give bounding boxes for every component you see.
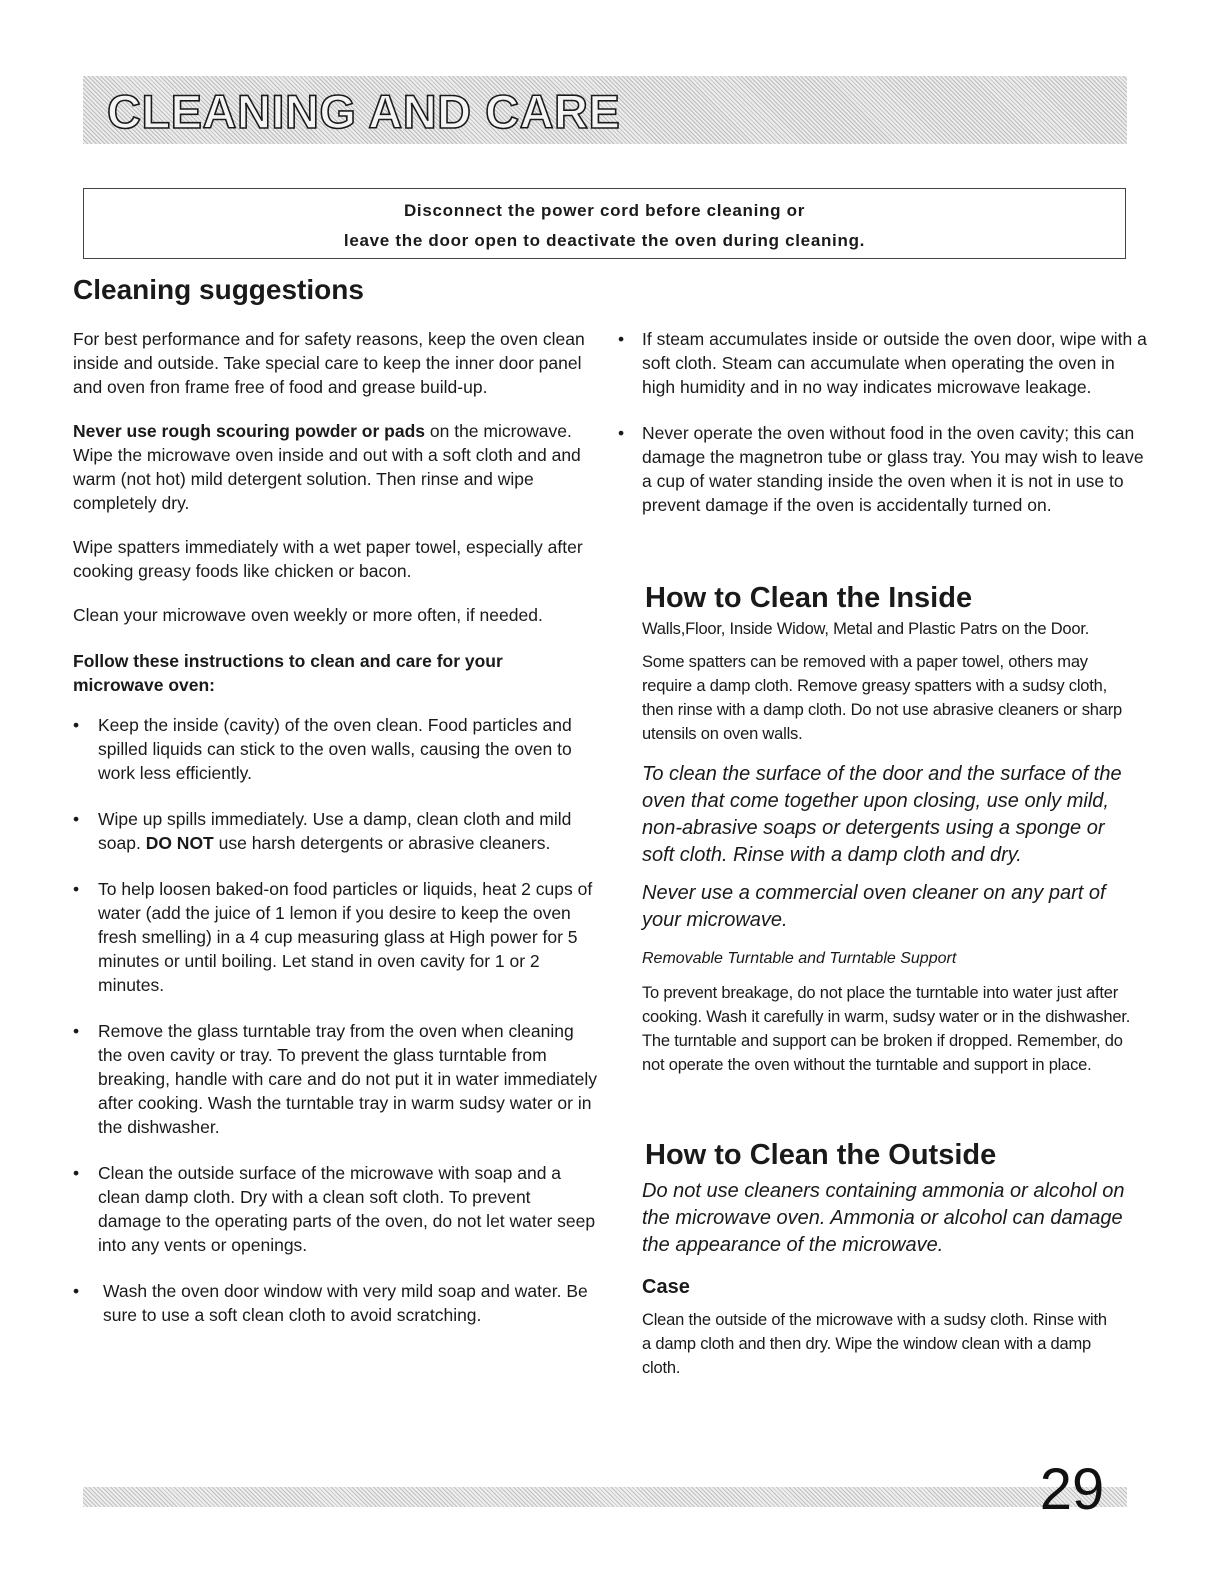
page-number: 29 (1039, 1457, 1105, 1522)
list-item (73, 877, 598, 997)
list-item-text: Clean the outside surface of the microwave with soap and a clean damp cloth. Dry with a clean soft cloth. To prevent damage to the operating parts of the oven, do not let water seep into any vents or openings. (98, 1163, 596, 1255)
weekly-paragraph: Clean your microwave oven weekly or more often, if needed. (73, 605, 543, 625)
bullet-icon: • (73, 879, 80, 899)
bullet-icon: • (73, 809, 80, 829)
turntable-subhead: Removable Turntable and Turntable Support (642, 950, 957, 967)
header-banner (83, 76, 1127, 144)
bullet-icon: • (73, 1163, 80, 1183)
list-item (73, 1161, 598, 1257)
list-item (618, 421, 1148, 517)
warning-line-2: leave the door open to deactivate the oven during cleaning. (343, 231, 866, 250)
never-use-bold: Never use rough scouring powder or pads (73, 421, 426, 441)
right-column-bullets (618, 327, 1148, 517)
turntable-paragraph: To prevent breakage, do not place the turntable into water just after cooking. Wash it carefully in warm, sudsy water or in the dishwasher. The turntable and support can be broken if dropped. Remember, do not operate the oven without the turntable and support in place. (642, 984, 1131, 1074)
list-item-text: Keep the inside (cavity) of the oven clean. Food particles and spilled liquids can stick to the oven walls, causing the oven to work less efficiently. (98, 715, 572, 783)
list-item (73, 1019, 598, 1139)
case-paragraph: Clean the outside of the microwave with a sudsy cloth. Rinse with a damp cloth and then dry. Wipe the window clean with a damp cloth. (642, 1311, 1107, 1377)
left-bullet-list (73, 713, 598, 1327)
footer-bar (83, 1487, 1127, 1507)
list-item (73, 1279, 598, 1327)
inside-subtitle: Walls,Floor, Inside Widow, Metal and Plastic Patrs on the Door. (642, 620, 1090, 638)
follow-instructions-subhead: Follow these instructions to clean and care for your microwave oven: (73, 651, 503, 695)
inside-content (642, 617, 1142, 1077)
list-item-text: Wipe up spills immediately. Use a damp, clean cloth and mild soap. (98, 809, 572, 853)
warning-box (83, 188, 1126, 259)
outside-heading: How to Clean the Outside (645, 1139, 997, 1171)
page-title: CLEANING AND CARE (107, 85, 621, 138)
warning-line-1: Disconnect the power cord before cleaning or (403, 201, 806, 220)
ammonia-warning: Do not use cleaners containing ammonia or alcohol on the microwave oven. Ammonia or alcohol can damage the appearance of the microwave. (642, 1180, 1125, 1256)
never-use-paragraph (73, 419, 598, 515)
list-item-text: Never operate the oven without food in the oven cavity; this can damage the magnetron tube or glass tray. You may wish to leave a cup of water standing inside the oven when it is not in use to prevent damage if the oven is accidentally turned on. (642, 423, 1144, 515)
list-item-text: use harsh detergents or abrasive cleaners. (213, 833, 551, 853)
never-use-text: on the microwave. Wipe the microwave oven inside and out with a soft cloth and and warm (not hot) mild detergent solution. Then rinse and wipe completely dry. (73, 421, 581, 513)
bullet-icon: • (618, 329, 625, 349)
case-subhead: Case (642, 1276, 690, 1298)
right-bullet-list (618, 327, 1148, 517)
left-column (73, 327, 598, 1327)
bullet-icon: • (73, 715, 80, 735)
list-item-text: To help loosen baked-on food particles or liquids, heat 2 cups of water (add the juice of 1 lemon if you desire to keep the oven fresh smelling) in a 4 cup measuring glass at High power for 5 minutes or until boiling. Let stand in oven cavity for 1 or 2 minutes. (98, 879, 593, 995)
spatters-paragraph: Wipe spatters immediately with a wet paper towel, especially after cooking greasy foods like chicken or bacon. (73, 537, 583, 581)
inside-heading: How to Clean the Inside (645, 582, 973, 614)
bullet-icon: • (618, 423, 625, 443)
list-item (73, 713, 598, 785)
list-item-text: If steam accumulates inside or outside the oven door, wipe with a soft cloth. Steam can accumulate when operating the oven in high humidity and in no way indicates microwave leakage. (642, 329, 1147, 397)
list-item-text: Wash the oven door window with very mild soap and water. Be sure to use a soft clean cloth to avoid scratching. (103, 1281, 588, 1325)
door-surface-note: To clean the surface of the door and the surface of the oven that come together upon closing, use only mild, non-abrasive soaps or detergents using a sponge or soft cloth. Rinse with a damp cloth and dry. (642, 763, 1122, 866)
cleaning-suggestions-heading: Cleaning suggestions (73, 274, 364, 305)
commercial-cleaner-note: Never use a commercial oven cleaner on any part of your microwave. (642, 882, 1106, 931)
bullet-icon: • (73, 1281, 80, 1301)
outside-content (642, 1178, 1142, 1380)
intro-paragraph: For best performance and for safety reasons, keep the oven clean inside and outside. Take special care to keep the inner door panel and oven fron frame free of food and grease build-up. (73, 329, 585, 397)
bullet-icon: • (73, 1021, 80, 1041)
list-item (73, 807, 598, 855)
do-not-bold: DO NOT (145, 833, 214, 853)
list-item-text: Remove the glass turntable tray from the oven when cleaning the oven cavity or tray. To prevent the glass turntable from breaking, handle with care and do not put it in water immediately after cooking. Wash the turntable tray in warm sudsy water or in the dishwasher. (98, 1021, 598, 1137)
inside-paragraph: Some spatters can be removed with a paper towel, others may require a damp cloth. Remove greasy spatters with a sudsy cloth, then rinse with a damp cloth. Do not use abrasive cleaners or sharp utensils on oven walls. (642, 653, 1123, 743)
list-item (618, 327, 1148, 399)
